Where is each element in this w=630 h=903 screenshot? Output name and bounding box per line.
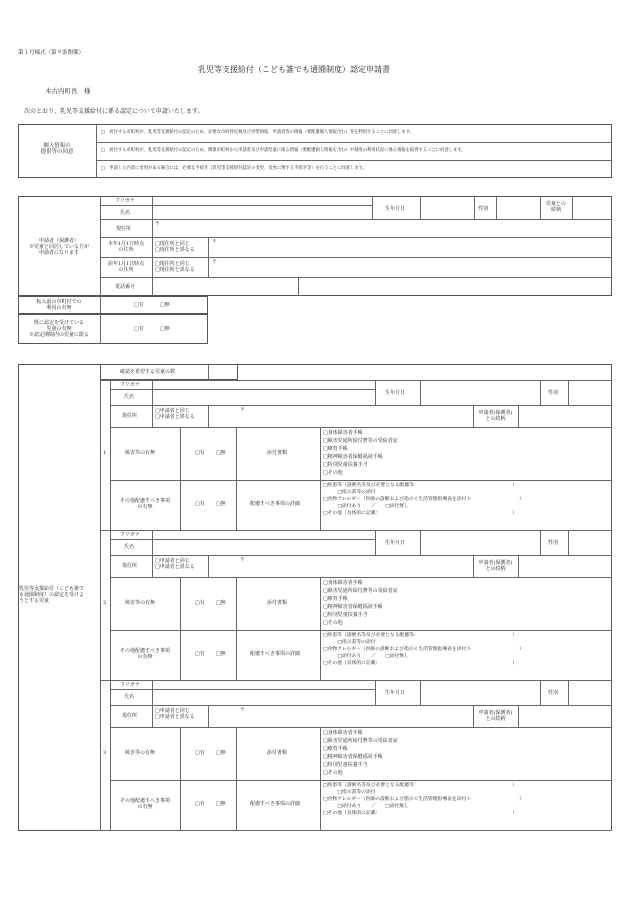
certificates-label: 添付書類 [267, 600, 288, 606]
child-birthdate-label: 生年月日 [385, 690, 406, 696]
disability-yes[interactable]: □有 [195, 600, 205, 606]
child-sex-label: 性別 [548, 690, 559, 696]
care-label: その他配慮すべき事項 の有無 [120, 648, 170, 660]
care-label: その他配慮すべき事項 の有無 [120, 798, 170, 810]
child-same-diff[interactable]: □申請者と同じ □申請者と異なる [155, 558, 195, 570]
moved-no[interactable]: □無 [160, 302, 170, 308]
disability-yes[interactable]: □有 [195, 450, 205, 456]
jan1-same-diff[interactable]: □現住所と同じ □現住所と異なる [155, 241, 195, 253]
care-no[interactable]: □無 [216, 651, 226, 657]
disability-no[interactable]: □無 [216, 450, 226, 456]
child-postal[interactable]: 〒 [240, 557, 246, 563]
child-same-diff[interactable]: □申請者と同じ □申請者と異なる [155, 708, 195, 720]
care-detail-label: 配慮すべき事項の詳細 [250, 501, 300, 507]
children-section-label: 乳児等支援給付（こども誰で も通園制度）の認定を受けよ うとする児童 [19, 586, 85, 604]
child-relation-label: 申請者(保護者) との続柄 [478, 560, 513, 572]
certificates-label: 添付書類 [267, 750, 288, 756]
disability-label: 障害等の有無 [125, 450, 156, 456]
disability-label: 障害等の有無 [125, 750, 156, 756]
disability-no[interactable]: □無 [216, 750, 226, 756]
consent-item-2[interactable]: □ 居住する市町村が、乳児等支援給付の認定のため、関係市町村から申請者及び申請児童に係る情報（要配慮個人情報を含む）や制度の利用状況に係る情報を取得することに同意します。 [101, 148, 466, 153]
certified-yes[interactable]: □有 [134, 326, 144, 332]
form-number: 第１号様式（第９条関係） [18, 50, 85, 56]
consent-item-1[interactable]: □ 居住する市町村が、乳児等支援給付の認定のため、必要な市町村民税及び世帯情報、申請者等の情報（要配慮個人情報含む）等を利用することに同意します。 [101, 130, 414, 135]
child-relation-label: 申請者(保護者) との続柄 [478, 410, 513, 422]
moved-label: 転入前の市町村での 利用の有無 [36, 299, 82, 311]
prev-jan1-same-diff[interactable]: □現住所と同じ □現住所と異なる [155, 261, 195, 273]
child-sex-label: 性別 [548, 390, 559, 396]
phone-label: 電話番号 [115, 284, 136, 290]
child-name-label: 氏名 [124, 394, 135, 400]
certified-label: 既に認定を受けている 児童の有無 ※認定期間内の児童に限る [28, 320, 89, 338]
certificate-options[interactable]: □身体障害者手帳 □障害児通所給付費等の受給者証 □療育手帳 □精神障害者保健福祉手帳 □特別児童扶養手当 □その他 [323, 730, 398, 776]
applicant-furigana-label: フリガナ [115, 198, 135, 204]
child-address-label: 現住所 [122, 713, 138, 719]
care-detail-label: 配慮すべき事項の詳細 [250, 651, 300, 657]
certificate-options[interactable]: □身体障害者手帳 □障害児通所給付費等の受給者証 □療育手帳 □精神障害者保健福祉手帳 □特別児童扶養手当 □その他 [323, 430, 398, 476]
child-row-number: 2 [103, 600, 107, 606]
prev-jan1-postal[interactable]: 〒 [212, 259, 218, 265]
prev-jan1-address-label: 前年1月1日時点 の住所 [107, 261, 145, 273]
moved-yes[interactable]: □有 [134, 302, 144, 308]
child-name-label: 氏名 [124, 544, 135, 550]
care-label: その他配慮すべき事項 の有無 [120, 498, 170, 510]
care-items[interactable]: □疾患等（診断名等及び必要となる配慮等： ） □指示書等の添付 □食物アレルギー（医師の診断および指示≪生活管理指導表を添付≫ ） □添付あり ／ □添付無し □その他（具体的に記載： ） [323, 633, 524, 666]
applicant-postal[interactable]: 〒 [155, 221, 161, 227]
child-name-label: 氏名 [124, 694, 135, 700]
care-no[interactable]: □無 [216, 801, 226, 807]
care-no[interactable]: □無 [216, 501, 226, 507]
certificates-label: 添付書類 [267, 450, 288, 456]
addressee: 木古内町長 様 [45, 87, 91, 95]
page-title: 乳児等支援給付（こども誰でも通園制度）認定申請書 [198, 65, 390, 74]
care-yes[interactable]: □有 [195, 651, 205, 657]
applicant-section-label: 申請者（保護者） ※児童と同居している方が 申請者になります [28, 238, 89, 256]
care-items[interactable]: □疾患等（診断名等及び必要となる配慮等： ） □指示書等の添付 □食物アレルギー（医師の診断および指示≪生活管理指導表を添付≫ ） □添付あり ／ □添付無し □その他（具体的に記載： ） [323, 783, 524, 816]
child-address-label: 現住所 [122, 413, 138, 419]
child-address-label: 現住所 [122, 563, 138, 569]
intro-text: 次のとおり、乳児等支援給付に係る認定について申請いたします。 [24, 108, 204, 115]
consent-item-3[interactable]: □ 申請した内容に変更がある場合には、必要な手続き（乳児等支援給付認定の変更、変更に関する手続き等）を行うことに同意します。 [101, 166, 367, 171]
care-items[interactable]: □疾患等（診断名等及び必要となる配慮等： ） □指示書等の添付 □食物アレルギー（医師の診断および指示≪生活管理指導表を添付≫ ） □添付あり ／ □添付無し □その他（具体的に記載： ） [323, 483, 524, 516]
jan1-postal[interactable]: 〒 [212, 239, 218, 245]
child-birthdate-label: 生年月日 [385, 540, 406, 546]
child-sex-label: 性別 [548, 540, 559, 546]
disability-yes[interactable]: □有 [195, 750, 205, 756]
child-relation-label: 申請者(保護者) との続柄 [478, 710, 513, 722]
applicant-address-label: 現住所 [116, 226, 132, 232]
child-furigana-label: フリガナ [120, 382, 140, 388]
care-yes[interactable]: □有 [195, 501, 205, 507]
child-postal[interactable]: 〒 [240, 407, 246, 413]
child-row-number: 1 [103, 450, 107, 456]
child-count-label: 確認を希望する児童の数 [120, 369, 176, 375]
child-same-diff[interactable]: □申請者と同じ □申請者と異なる [155, 408, 195, 420]
disability-label: 障害等の有無 [125, 600, 156, 606]
child-row-number: 3 [103, 750, 107, 756]
care-detail-label: 配慮すべき事項の詳細 [250, 801, 300, 807]
child-birthdate-label: 生年月日 [385, 390, 406, 396]
certified-no[interactable]: □無 [160, 326, 170, 332]
consent-heading: 個人情報の 提供等の同意 [40, 143, 74, 155]
child-furigana-label: フリガナ [120, 532, 140, 538]
child-furigana-label: フリガナ [120, 682, 140, 688]
children-table [18, 364, 612, 831]
jan1-address-label: 本年1月1日時点 の住所 [107, 241, 145, 253]
applicant-birthdate-label: 生年月日 [385, 206, 406, 212]
certificate-options[interactable]: □身体障害者手帳 □障害児通所給付費等の受給者証 □療育手帳 □精神障害者保健福祉手帳 □特別児童扶養手当 □その他 [323, 580, 398, 626]
applicant-name-label: 氏名 [120, 210, 131, 216]
applicant-relation-label: 児童との 続柄 [545, 201, 566, 213]
child-postal[interactable]: 〒 [240, 707, 246, 713]
disability-no[interactable]: □無 [216, 600, 226, 606]
applicant-sex-label: 性別 [478, 206, 489, 212]
care-yes[interactable]: □有 [195, 801, 205, 807]
